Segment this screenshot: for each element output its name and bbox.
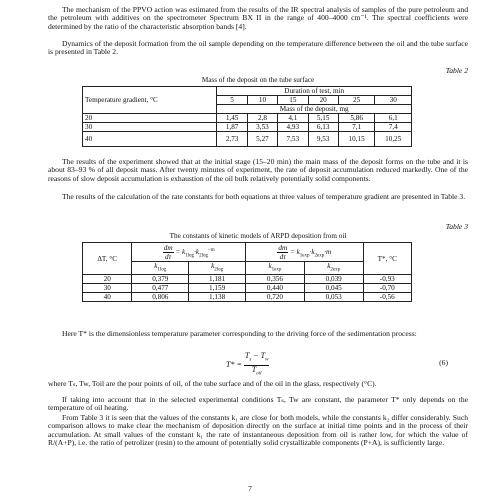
table-row bbox=[83, 293, 412, 302]
table2-duration-header: Duration of test, min bbox=[217, 87, 412, 96]
table3-sub-k1exp: $k_{1exp}$ bbox=[246, 262, 305, 275]
table3-cell: -0,70 bbox=[363, 284, 411, 293]
table2-duration: 25 bbox=[338, 96, 375, 105]
table2-cell: 5,86 bbox=[338, 114, 375, 123]
table2-cell: 7,53 bbox=[278, 132, 308, 147]
table3-sub-k2log: $k_{2log}$ bbox=[189, 262, 246, 275]
paragraph-conditions: If taking into account that in the selected experimental conditions Tₛ, Tw are constant, the parameter T* only depends on the temperature of oil heating. bbox=[48, 395, 468, 413]
equation-number: (6) bbox=[439, 358, 448, 367]
table3-sub-k2exp: $k_{2exp}$ bbox=[304, 262, 363, 275]
table3-temp: 20 bbox=[83, 275, 132, 284]
table2-row-header: Temperature gradient, °C bbox=[83, 87, 217, 114]
table2-duration: 5 bbox=[217, 96, 247, 105]
table3-cell: 0,039 bbox=[304, 275, 363, 284]
table3-cell: 1,159 bbox=[189, 284, 246, 293]
table3-label: Table 3 bbox=[445, 222, 468, 231]
table2-cell: 2,73 bbox=[217, 132, 247, 147]
paragraph-where: where Tₛ, Tw, Toil are the pour points of oil, of the tube surface and of the oil in the glass, respectively (°C). bbox=[48, 379, 377, 388]
table2-temp: 20 bbox=[83, 114, 217, 123]
table3-sub-k1log: $k_{1log}$ bbox=[132, 262, 189, 275]
table2-duration: 20 bbox=[308, 96, 338, 105]
table3-kinetic-constants bbox=[82, 242, 412, 302]
table3-col-tstar: T*, °C bbox=[363, 243, 411, 275]
table3-cell: 0,477 bbox=[132, 284, 189, 293]
page-number: 7 bbox=[248, 484, 252, 493]
table-row bbox=[83, 123, 412, 132]
table2-cell: 3,53 bbox=[247, 123, 277, 132]
table2-cell: 9,53 bbox=[308, 132, 338, 147]
table3-cell: 0,045 bbox=[304, 284, 363, 293]
table3-cell: 1,181 bbox=[189, 275, 246, 284]
table2-cell: 5,15 bbox=[308, 114, 338, 123]
table3-log-model-equation: $\frac{dm}{d\tau}$ = $k_{1log}\cdot k_{2log}^{-m}$ bbox=[132, 243, 246, 262]
table3-cell: 0,720 bbox=[246, 293, 305, 302]
table2-cell: 10,25 bbox=[375, 132, 412, 147]
table3-cell: 0,053 bbox=[304, 293, 363, 302]
table3-caption: The constants of kinetic models of ARPD deposition from oil bbox=[169, 232, 347, 240]
table3-cell: 0,379 bbox=[132, 275, 189, 284]
table2-mass-header: Mass of the deposit, mg bbox=[217, 105, 412, 114]
table2-temp: 30 bbox=[83, 123, 217, 132]
table3-col-dt: ΔT, °C bbox=[83, 243, 132, 275]
table2-cell: 4,93 bbox=[278, 123, 308, 132]
paragraph-results: The results of the experiment showed that at the initial stage (15–20 min) the main mass of the deposit forms on the tube and it is about 83–93 % of all deposit mass. After twenty minutes of experiment, the rate of deposit accumulation reduced markedly. One of the reasons of slow deposit accumulation is exhaustion of the oil bulk relatively potentially solid components. bbox=[48, 157, 468, 183]
table3-cell: 0,440 bbox=[246, 284, 305, 293]
table2-cell: 5,27 bbox=[247, 132, 277, 147]
table-row bbox=[83, 114, 412, 123]
table-row bbox=[83, 284, 412, 293]
table2-temp: 40 bbox=[83, 132, 217, 147]
table3-temp: 40 bbox=[83, 293, 132, 302]
table3-cell: 0,356 bbox=[246, 275, 305, 284]
table2-cell: 7,4 bbox=[375, 123, 412, 132]
table2-deposit-mass bbox=[82, 86, 412, 147]
paragraph-dynamics: Dynamics of the deposit formation from the oil sample depending on the temperature difference between the oil and the tube surface is presented in Table 2. bbox=[48, 39, 468, 57]
paragraph-comparison: From Table 3 it is seen that the values of the constants k₁ are close for both models, while the constants k₂ differ considerably. Such comparison allows to make clear the mechanism of deposition directly on the surface at initial time points and in the process of their accumulation. At small values of the constant k₁ the rate of instantaneous deposition from oil is rather low, for which the value of R/(A+P), i.e. the ratio of petrolizer (resin) to the amount of potentially solid crystallizable components (P+A), is sufficiently large. bbox=[48, 413, 468, 448]
table2-duration: 10 bbox=[247, 96, 277, 105]
paragraph-rate-constants: The results of the calculation of the rate constants for both equations at three values of temperature gradient are presented in Table 3. bbox=[62, 192, 466, 201]
table2-label: Table 2 bbox=[445, 66, 468, 75]
table2-cell: 1,87 bbox=[217, 123, 247, 132]
table3-cell: -0,93 bbox=[363, 275, 411, 284]
table3-exp-model-equation: $\frac{dm}{d\tau}$ = $k_{1exp}\cdot k_{2exp}\cdot m$ bbox=[246, 243, 364, 262]
table2-cell: 6,1 bbox=[375, 114, 412, 123]
table2-cell: 7,1 bbox=[338, 123, 375, 132]
table2-cell: 6,13 bbox=[308, 123, 338, 132]
table-row bbox=[83, 132, 412, 147]
table2-cell: 4,1 bbox=[278, 114, 308, 123]
table3-cell: 1,138 bbox=[189, 293, 246, 302]
table2-caption: Mass of the deposit on the tube surface bbox=[201, 76, 315, 84]
table2-cell: 2,8 bbox=[247, 114, 277, 123]
table-row bbox=[83, 275, 412, 284]
table3-cell: 0,806 bbox=[132, 293, 189, 302]
table2-cell: 1,45 bbox=[217, 114, 247, 123]
paragraph-ir-analysis: The mechanism of the PPVO action was estimated from the results of the IR spectral analysis of samples of the pure petroleum and the petroleum with additives on the spectrometer Spectrum BX II in the range of 400–4000 cm⁻¹. The spectral coefficients were determined by the ratio of the characteristic absorption bands [4]. bbox=[48, 5, 468, 31]
paragraph-tstar-definition: Here T* is the dimensionless temperature parameter corresponding to the driving force of the sedimentation process: bbox=[62, 329, 417, 338]
table2-cell: 10,15 bbox=[338, 132, 375, 147]
table3-cell: -0,56 bbox=[363, 293, 411, 302]
table3-temp: 30 bbox=[83, 284, 132, 293]
equation-tstar: T* = $T_s - T_w$ $T_{oil}$ bbox=[226, 351, 269, 377]
table2-duration: 30 bbox=[375, 96, 412, 105]
table2-duration: 15 bbox=[278, 96, 308, 105]
